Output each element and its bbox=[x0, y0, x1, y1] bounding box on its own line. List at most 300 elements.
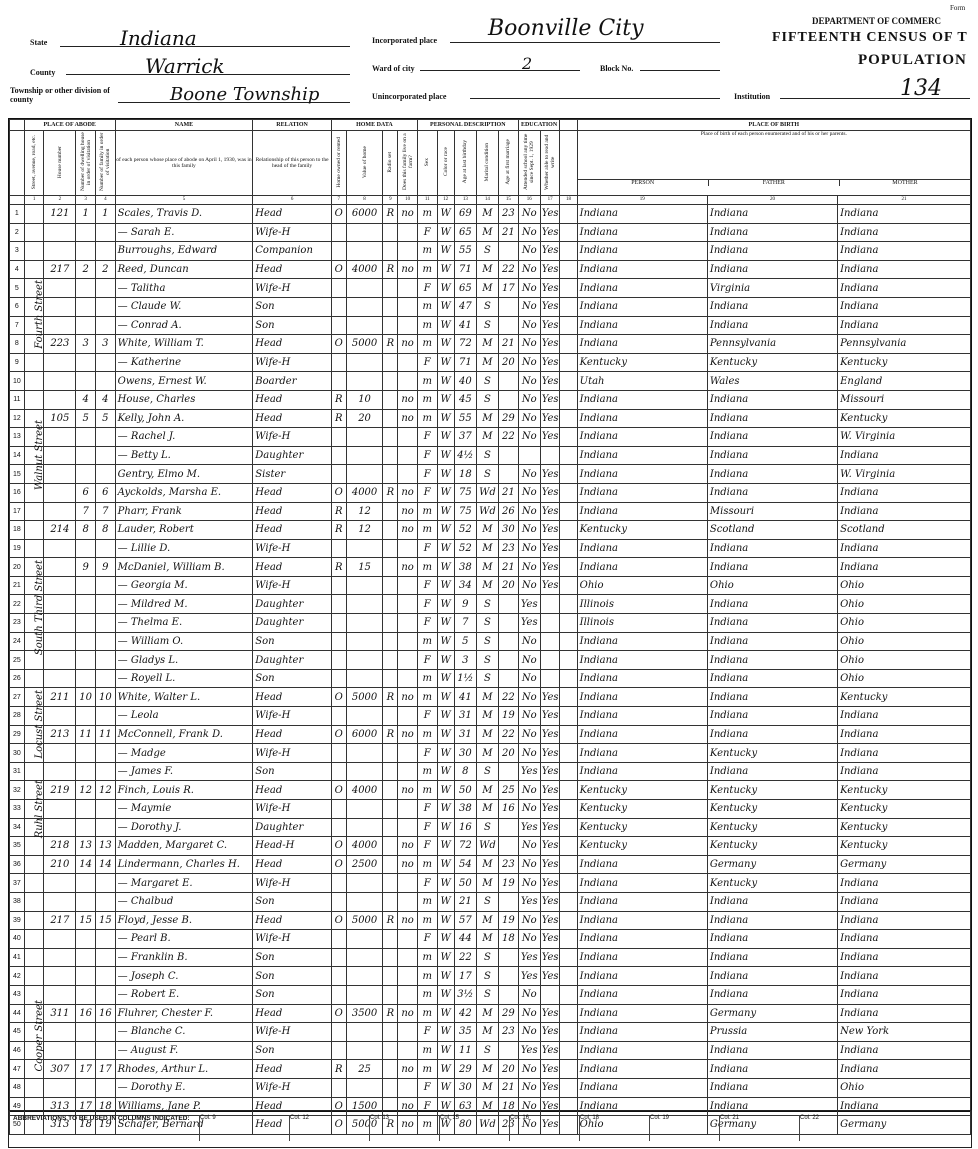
age: 7 bbox=[454, 614, 476, 633]
radio-set bbox=[383, 892, 398, 911]
sex: m bbox=[417, 297, 437, 316]
birth-desc-header bbox=[577, 131, 970, 196]
read-write: Yes bbox=[540, 744, 560, 763]
house-number bbox=[44, 483, 76, 502]
age-at-marriage: 21 bbox=[498, 223, 518, 242]
footer-title: ABBREVIATIONS TO BE USED IN COLUMNS INDICATED: bbox=[13, 1115, 190, 1122]
home-tenure: O bbox=[331, 335, 346, 354]
relation: Wife-H bbox=[253, 279, 332, 298]
empty-cell bbox=[560, 446, 577, 465]
footer-block: Col. 16 bbox=[509, 1115, 529, 1141]
line-number: 25 bbox=[10, 651, 25, 670]
line-number: 28 bbox=[10, 707, 25, 726]
race: W bbox=[437, 223, 454, 242]
person-name: Burroughs, Edward bbox=[115, 242, 253, 261]
dwelling-number: 2 bbox=[76, 260, 96, 279]
home-tenure: O bbox=[331, 725, 346, 744]
marital-status: S bbox=[476, 242, 498, 261]
home-value: 25 bbox=[346, 1060, 383, 1079]
house-number: 219 bbox=[44, 781, 76, 800]
empty-cell bbox=[24, 521, 44, 540]
birthplace-mother: Indiana bbox=[838, 762, 971, 781]
farm-flag: no bbox=[398, 558, 418, 577]
farm-flag: no bbox=[398, 911, 418, 930]
relation: Son bbox=[253, 297, 332, 316]
birthplace-father: Indiana bbox=[707, 707, 837, 726]
relation: Daughter bbox=[253, 446, 332, 465]
home-value bbox=[346, 707, 383, 726]
empty-cell bbox=[24, 223, 44, 242]
group-place-of-birth: PLACE OF BIRTH bbox=[577, 120, 970, 131]
empty-cell bbox=[24, 242, 44, 261]
age-at-marriage: 22 bbox=[498, 260, 518, 279]
footer-block: Col. 18 bbox=[579, 1115, 599, 1141]
family-number bbox=[95, 669, 115, 688]
column-number: 21 bbox=[838, 196, 971, 205]
footer-block: Col. 13 bbox=[369, 1115, 389, 1141]
sex: m bbox=[417, 781, 437, 800]
age-at-marriage bbox=[498, 614, 518, 633]
radio-set bbox=[383, 372, 398, 391]
birthplace-mother: Indiana bbox=[838, 260, 971, 279]
read-write: Yes bbox=[540, 502, 560, 521]
person-name: — Georgia M. bbox=[115, 576, 253, 595]
family-number: 17 bbox=[95, 1060, 115, 1079]
abbreviations-footer bbox=[8, 1110, 972, 1148]
table-row bbox=[10, 614, 971, 633]
age-at-marriage bbox=[498, 465, 518, 484]
sex: F bbox=[417, 614, 437, 633]
home-value bbox=[346, 985, 383, 1004]
home-tenure bbox=[331, 818, 346, 837]
empty-cell bbox=[560, 762, 577, 781]
home-tenure bbox=[331, 948, 346, 967]
farm-flag bbox=[398, 651, 418, 670]
house-number: 210 bbox=[44, 855, 76, 874]
person-name: — Lillie D. bbox=[115, 539, 253, 558]
family-number bbox=[95, 930, 115, 949]
family-number: 7 bbox=[95, 502, 115, 521]
race: W bbox=[437, 781, 454, 800]
read-write: Yes bbox=[540, 911, 560, 930]
footer-block: Col. 21 bbox=[719, 1115, 739, 1141]
birthplace-father: Indiana bbox=[707, 390, 837, 409]
read-write: Yes bbox=[540, 1116, 560, 1135]
table-row bbox=[10, 316, 971, 335]
school-attended: No bbox=[518, 930, 540, 949]
census-table bbox=[9, 119, 971, 1135]
birthplace-person: Indiana bbox=[577, 205, 707, 224]
marital-status: S bbox=[476, 892, 498, 911]
sex: F bbox=[417, 837, 437, 856]
empty-cell bbox=[560, 800, 577, 819]
table-row bbox=[10, 558, 971, 577]
dwelling-number bbox=[76, 576, 96, 595]
race: W bbox=[437, 818, 454, 837]
house-number: 105 bbox=[44, 409, 76, 428]
race: W bbox=[437, 669, 454, 688]
farm-flag bbox=[398, 595, 418, 614]
age-at-marriage: 20 bbox=[498, 1060, 518, 1079]
family-number bbox=[95, 316, 115, 335]
line-number: 32 bbox=[10, 781, 25, 800]
table-row bbox=[10, 892, 971, 911]
age: 75 bbox=[454, 502, 476, 521]
marital-status: S bbox=[476, 967, 498, 986]
dwelling-number bbox=[76, 446, 96, 465]
house-number bbox=[44, 967, 76, 986]
dwelling-number: 7 bbox=[76, 502, 96, 521]
home-value bbox=[346, 930, 383, 949]
column-number: 15 bbox=[498, 196, 518, 205]
birthplace-father: Germany bbox=[707, 855, 837, 874]
line-number: 23 bbox=[10, 614, 25, 633]
radio-set bbox=[383, 614, 398, 633]
person-name: — Royell L. bbox=[115, 669, 253, 688]
read-write bbox=[540, 446, 560, 465]
dwelling-number: 8 bbox=[76, 521, 96, 540]
radio-set: R bbox=[383, 205, 398, 224]
sex: m bbox=[417, 688, 437, 707]
table-row bbox=[10, 688, 971, 707]
house-number bbox=[44, 539, 76, 558]
farm-flag bbox=[398, 372, 418, 391]
relation: Companion bbox=[253, 242, 332, 261]
empty-cell bbox=[560, 595, 577, 614]
age-at-marriage bbox=[498, 651, 518, 670]
empty-cell bbox=[560, 316, 577, 335]
farm-flag: no bbox=[398, 725, 418, 744]
race: W bbox=[437, 558, 454, 577]
home-tenure bbox=[331, 242, 346, 261]
empty-cell bbox=[560, 428, 577, 447]
birthplace-father: Indiana bbox=[707, 688, 837, 707]
radio-set bbox=[383, 390, 398, 409]
person-name: — Talitha bbox=[115, 279, 253, 298]
farm-flag bbox=[398, 614, 418, 633]
birthplace-mother: Indiana bbox=[838, 1004, 971, 1023]
home-tenure bbox=[331, 874, 346, 893]
house-number bbox=[44, 892, 76, 911]
read-write: Yes bbox=[540, 465, 560, 484]
birthplace-mother: Indiana bbox=[838, 279, 971, 298]
line-number: 43 bbox=[10, 985, 25, 1004]
farm-flag bbox=[398, 985, 418, 1004]
marital-status: M bbox=[476, 688, 498, 707]
birthplace-person: Kentucky bbox=[577, 818, 707, 837]
age-at-marriage: 22 bbox=[498, 725, 518, 744]
dwelling-number bbox=[76, 707, 96, 726]
family-number: 11 bbox=[95, 725, 115, 744]
house-number: 313 bbox=[44, 1097, 76, 1116]
home-value: 20 bbox=[346, 409, 383, 428]
age: 8 bbox=[454, 762, 476, 781]
home-tenure bbox=[331, 1023, 346, 1042]
home-value bbox=[346, 651, 383, 670]
sex: F bbox=[417, 539, 437, 558]
age: 17 bbox=[454, 967, 476, 986]
empty-cell bbox=[560, 985, 577, 1004]
marital-status: Wd bbox=[476, 502, 498, 521]
person-name: — James F. bbox=[115, 762, 253, 781]
school-attended: No bbox=[518, 390, 540, 409]
read-write: Yes bbox=[540, 390, 560, 409]
birthplace-mother: Indiana bbox=[838, 558, 971, 577]
family-number bbox=[95, 297, 115, 316]
home-value bbox=[346, 874, 383, 893]
race-header: Color or race bbox=[437, 131, 454, 196]
read-write: Yes bbox=[540, 1004, 560, 1023]
birthplace-father: Kentucky bbox=[707, 744, 837, 763]
radio-set: R bbox=[383, 688, 398, 707]
dwelling-number bbox=[76, 539, 96, 558]
birthplace-father: Indiana bbox=[707, 465, 837, 484]
school-attended: No bbox=[518, 985, 540, 1004]
age: 30 bbox=[454, 1078, 476, 1097]
birthplace-person: Indiana bbox=[577, 483, 707, 502]
farm-flag bbox=[398, 744, 418, 763]
age-at-marriage: 23 bbox=[498, 205, 518, 224]
dwelling-number bbox=[76, 372, 96, 391]
age: 72 bbox=[454, 335, 476, 354]
house-number bbox=[44, 465, 76, 484]
home-value bbox=[346, 744, 383, 763]
dwelling-number bbox=[76, 297, 96, 316]
person-name: — Robert E. bbox=[115, 985, 253, 1004]
empty-cell bbox=[24, 967, 44, 986]
sex: m bbox=[417, 855, 437, 874]
farm-flag bbox=[398, 539, 418, 558]
age-at-marriage: 19 bbox=[498, 707, 518, 726]
race: W bbox=[437, 372, 454, 391]
sex: m bbox=[417, 892, 437, 911]
relation-desc-header: Relationship of this person to the head of the family bbox=[253, 131, 332, 196]
radio-set bbox=[383, 707, 398, 726]
birthplace-father: Indiana bbox=[707, 948, 837, 967]
empty-cell bbox=[560, 372, 577, 391]
marital-status: S bbox=[476, 948, 498, 967]
dwelling-number bbox=[76, 465, 96, 484]
home-value-header: Value of home bbox=[346, 131, 383, 196]
marital-status: S bbox=[476, 390, 498, 409]
age: 3½ bbox=[454, 985, 476, 1004]
school-header: Attended school any time since Sept. 1, 1929 bbox=[518, 131, 540, 196]
relation: Daughter bbox=[253, 614, 332, 633]
sex: F bbox=[417, 1097, 437, 1116]
race: W bbox=[437, 521, 454, 540]
birthplace-person: Indiana bbox=[577, 688, 707, 707]
sex: m bbox=[417, 1060, 437, 1079]
column-number: 20 bbox=[707, 196, 837, 205]
read-write: Yes bbox=[540, 316, 560, 335]
age-at-marriage: 22 bbox=[498, 688, 518, 707]
line-number: 41 bbox=[10, 948, 25, 967]
empty-cell bbox=[24, 892, 44, 911]
empty-cell bbox=[560, 521, 577, 540]
home-tenure bbox=[331, 669, 346, 688]
house-number: 223 bbox=[44, 335, 76, 354]
birthplace-person: Indiana bbox=[577, 707, 707, 726]
relation: Head bbox=[253, 335, 332, 354]
person-name: Pharr, Frank bbox=[115, 502, 253, 521]
relation: Sister bbox=[253, 465, 332, 484]
age: 22 bbox=[454, 948, 476, 967]
farm-flag bbox=[398, 1078, 418, 1097]
line-number: 24 bbox=[10, 632, 25, 651]
school-attended: No bbox=[518, 651, 540, 670]
age-at-marriage bbox=[498, 446, 518, 465]
age: 50 bbox=[454, 781, 476, 800]
farm-flag: no bbox=[398, 1004, 418, 1023]
farm-flag bbox=[398, 892, 418, 911]
school-attended: No bbox=[518, 335, 540, 354]
race: W bbox=[437, 967, 454, 986]
race: W bbox=[437, 297, 454, 316]
empty-cell bbox=[24, 855, 44, 874]
age-at-marriage bbox=[498, 632, 518, 651]
home-tenure bbox=[331, 353, 346, 372]
birthplace-person: Indiana bbox=[577, 502, 707, 521]
home-tenure: O bbox=[331, 205, 346, 224]
family-number bbox=[95, 892, 115, 911]
birthplace-person: Indiana bbox=[577, 985, 707, 1004]
school-attended: No bbox=[518, 316, 540, 335]
race: W bbox=[437, 725, 454, 744]
house-number bbox=[44, 502, 76, 521]
dwelling-number bbox=[76, 428, 96, 447]
home-tenure: O bbox=[331, 260, 346, 279]
relation: Head bbox=[253, 521, 332, 540]
radio-set: R bbox=[383, 335, 398, 354]
empty-cell bbox=[560, 1060, 577, 1079]
home-value: 6000 bbox=[346, 725, 383, 744]
school-attended: No bbox=[518, 483, 540, 502]
age-at-marriage: 17 bbox=[498, 279, 518, 298]
age-at-marriage bbox=[498, 595, 518, 614]
line-number: 44 bbox=[10, 1004, 25, 1023]
house-number bbox=[44, 1023, 76, 1042]
empty-cell bbox=[560, 1004, 577, 1023]
home-tenure bbox=[331, 1041, 346, 1060]
house-number bbox=[44, 223, 76, 242]
marital-status: S bbox=[476, 372, 498, 391]
read-write: Yes bbox=[540, 874, 560, 893]
empty-cell bbox=[24, 837, 44, 856]
read-write: Yes bbox=[540, 576, 560, 595]
age: 75 bbox=[454, 483, 476, 502]
dwelling-number bbox=[76, 353, 96, 372]
person-name: — Pearl B. bbox=[115, 930, 253, 949]
radio-set bbox=[383, 1060, 398, 1079]
sex: m bbox=[417, 260, 437, 279]
birth-desc-text: Place of birth of each person enumerated and of his or her parents. bbox=[700, 131, 847, 137]
marital-status: S bbox=[476, 297, 498, 316]
radio-set bbox=[383, 1041, 398, 1060]
sex: m bbox=[417, 632, 437, 651]
birthplace-father: Indiana bbox=[707, 614, 837, 633]
birthplace-person: Indiana bbox=[577, 558, 707, 577]
family-number: 15 bbox=[95, 911, 115, 930]
age-at-marriage: 20 bbox=[498, 744, 518, 763]
table-row bbox=[10, 465, 971, 484]
family-number bbox=[95, 576, 115, 595]
marital-status: M bbox=[476, 260, 498, 279]
radio-set: R bbox=[383, 260, 398, 279]
radio-set bbox=[383, 446, 398, 465]
farm-flag bbox=[398, 446, 418, 465]
school-attended: No bbox=[518, 669, 540, 688]
home-value bbox=[346, 818, 383, 837]
birthplace-person: Indiana bbox=[577, 539, 707, 558]
home-value: 15 bbox=[346, 558, 383, 577]
column-number: 8 bbox=[346, 196, 383, 205]
home-value bbox=[346, 614, 383, 633]
school-attended: No bbox=[518, 1004, 540, 1023]
age-at-marriage bbox=[498, 948, 518, 967]
line-col-sub bbox=[10, 131, 25, 196]
column-number: 4 bbox=[95, 196, 115, 205]
farm-flag bbox=[398, 1041, 418, 1060]
empty-cell bbox=[560, 614, 577, 633]
county-label: County bbox=[30, 68, 56, 77]
line-number: 45 bbox=[10, 1023, 25, 1042]
family-number: 4 bbox=[95, 390, 115, 409]
relation: Son bbox=[253, 632, 332, 651]
marital-status: S bbox=[476, 985, 498, 1004]
radio-set bbox=[383, 985, 398, 1004]
birthplace-person: Kentucky bbox=[577, 521, 707, 540]
birthplace-mother: Kentucky bbox=[838, 409, 971, 428]
birthplace-mother: Ohio bbox=[838, 669, 971, 688]
ward-value: 2 bbox=[522, 54, 533, 73]
age-at-marriage: 29 bbox=[498, 409, 518, 428]
school-attended: No bbox=[518, 353, 540, 372]
dwelling-number bbox=[76, 279, 96, 298]
radio-set bbox=[383, 762, 398, 781]
radio-set bbox=[383, 595, 398, 614]
birthplace-person: Indiana bbox=[577, 930, 707, 949]
home-value bbox=[346, 800, 383, 819]
home-value: 5000 bbox=[346, 688, 383, 707]
sex: F bbox=[417, 744, 437, 763]
abode-dwelling-header: Number of dwelling house in order of visitation bbox=[76, 131, 96, 196]
sex: F bbox=[417, 353, 437, 372]
home-value: 4000 bbox=[346, 260, 383, 279]
read-write: Yes bbox=[540, 855, 560, 874]
birthplace-father: Germany bbox=[707, 1116, 837, 1135]
race: W bbox=[437, 483, 454, 502]
house-number bbox=[44, 316, 76, 335]
line-number: 13 bbox=[10, 428, 25, 447]
birthplace-person: Indiana bbox=[577, 948, 707, 967]
farm-flag: no bbox=[398, 390, 418, 409]
empty-cell bbox=[560, 353, 577, 372]
relation: Head bbox=[253, 725, 332, 744]
house-number bbox=[44, 669, 76, 688]
age: 29 bbox=[454, 1060, 476, 1079]
empty-cell bbox=[24, 539, 44, 558]
radio-set bbox=[383, 837, 398, 856]
farm-flag bbox=[398, 930, 418, 949]
age-at-marriage bbox=[498, 762, 518, 781]
farm-flag bbox=[398, 874, 418, 893]
empty-cell bbox=[560, 576, 577, 595]
birthplace-mother: Indiana bbox=[838, 242, 971, 261]
school-attended: No bbox=[518, 428, 540, 447]
line-number: 18 bbox=[10, 521, 25, 540]
birthplace-father: Prussia bbox=[707, 1023, 837, 1042]
home-tenure: R bbox=[331, 502, 346, 521]
